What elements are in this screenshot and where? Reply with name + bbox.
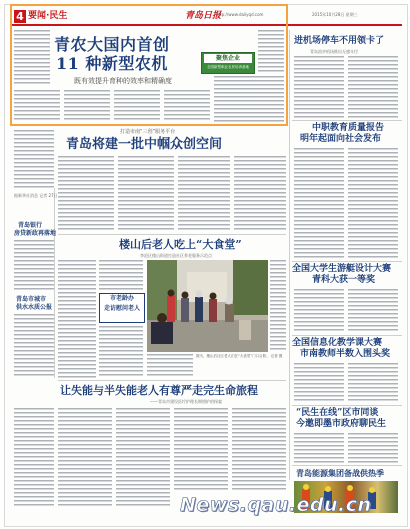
- section-divider: [58, 380, 286, 381]
- story-headline[interactable]: 楼山后老人吃上“大食堂”: [119, 238, 242, 251]
- section-divider: [292, 465, 402, 466]
- bottom-body-text: [14, 408, 54, 508]
- inset-box-line1: 市老龄办: [109, 295, 134, 302]
- badge-title: 聚焦企业: [204, 54, 252, 63]
- left-body-text: [14, 314, 54, 376]
- right-headline[interactable]: 青科大获一等奖: [312, 275, 376, 285]
- inset-box: [99, 293, 145, 323]
- section-name: 要闻·民生: [28, 11, 68, 21]
- elderly-photo: [147, 260, 268, 352]
- right-headline[interactable]: 青岛能源集团备战供热季: [296, 468, 384, 478]
- section-number-badge: 4: [14, 10, 26, 23]
- right-body-text: [348, 148, 398, 258]
- right-headline[interactable]: 今邀即墨市政府聊民生: [296, 419, 387, 429]
- section-divider: [292, 261, 402, 262]
- right-headline[interactable]: 明年起面向社会发布: [300, 134, 382, 144]
- section-divider: [292, 405, 402, 406]
- left-headline[interactable]: 供水水质公报: [16, 304, 53, 311]
- lead-body-text: [14, 30, 50, 86]
- story-body-text: [147, 354, 193, 378]
- badge-subtitle: 全国新型职业农民培训基地: [207, 65, 249, 69]
- right-headline[interactable]: “民生在线”区市同谈: [296, 408, 379, 418]
- left-body-text: [14, 130, 54, 188]
- column-divider: [54, 188, 55, 378]
- right-body-text: [294, 363, 344, 403]
- lead-body-text: [164, 90, 210, 122]
- lead-body-text: [258, 30, 284, 74]
- right-headline[interactable]: 中职教育质量报告: [312, 123, 385, 133]
- right-headline[interactable]: 全国大学生游艇设计大赛: [292, 264, 392, 274]
- left-meta: 据新华社消息 记者 27日: [14, 193, 58, 198]
- photo-illustration: [147, 260, 268, 352]
- story-subtitle: 李沧区楼山街道打造社区养老服务示范点: [140, 253, 212, 258]
- right-body-text: [294, 56, 344, 118]
- lead-body-text: [114, 90, 160, 122]
- newspaper-logo: 青岛日报: [185, 11, 222, 21]
- lead-body-text: [14, 90, 60, 122]
- left-body-text: [14, 240, 54, 290]
- center-body-text: [178, 156, 230, 232]
- right-headline[interactable]: 市南教师半数入围头奖: [300, 349, 391, 359]
- section-divider: [58, 234, 286, 235]
- section-divider: [292, 335, 402, 336]
- right-body-text: [294, 289, 344, 333]
- bottom-body-text: [232, 408, 286, 492]
- story-body-text: [99, 326, 143, 378]
- lead-headline-line2[interactable]: 11 种新型农机: [56, 54, 168, 73]
- bottom-body-text: [116, 408, 170, 508]
- lead-subheadline: 既有效提升育种的效率和精确度: [74, 77, 172, 85]
- bottom-headline[interactable]: 让失能与半失能老人有尊严走完生命旅程: [60, 384, 258, 397]
- right-headline[interactable]: 全国信息化教学课大赛: [292, 338, 383, 348]
- bottom-body-text: [174, 408, 228, 492]
- newspaper-url: http://www.dailyqd.com: [216, 12, 264, 17]
- right-body-text: [348, 433, 398, 463]
- bottom-subtitle: ——青岛市建设医疗护理长期照护的探索: [150, 399, 222, 404]
- story-body-text: [99, 260, 143, 290]
- focus-enterprise-badge: [201, 52, 255, 74]
- right-body-text: [348, 289, 398, 333]
- left-headline[interactable]: 青岛银行: [18, 222, 43, 229]
- right-body-text: [348, 56, 398, 118]
- center-kicker: 打造市南“三创”服务平台: [120, 129, 176, 135]
- site-watermark: News.qau.edu.cn: [180, 494, 372, 516]
- right-body-text: [294, 433, 344, 463]
- right-body-text: [348, 363, 398, 403]
- right-subtitle: 青岛流亭机场推出无感支付: [310, 49, 358, 54]
- lead-headline-line1[interactable]: 青农大国内首创: [54, 35, 170, 54]
- column-divider: [289, 30, 290, 480]
- inset-box-line2: 走访慰问老人: [103, 305, 140, 312]
- right-headline[interactable]: 进机场停车不用领卡了: [294, 36, 385, 46]
- center-headline[interactable]: 青岛将建一批中帼众创空间: [66, 137, 223, 152]
- bottom-body-text: [58, 408, 112, 508]
- center-body-text: [58, 156, 114, 232]
- center-body-text: [234, 156, 286, 232]
- left-headline[interactable]: 房贷新政再落地: [14, 230, 57, 237]
- story-body-text: [270, 260, 286, 352]
- issue-date: 2015年10月28日 星期三: [312, 12, 358, 17]
- right-body-text: [294, 148, 344, 258]
- lead-body-text: [64, 90, 110, 122]
- center-body-text: [118, 156, 174, 232]
- left-headline[interactable]: 青岛市城市: [16, 296, 47, 303]
- story-body-text: [58, 260, 96, 378]
- lead-body-text: [214, 76, 284, 122]
- photo-caption: 图为，楼山后社区老人们在“大食堂”门口合影。 记者 摄: [196, 354, 283, 358]
- section-divider: [292, 120, 402, 121]
